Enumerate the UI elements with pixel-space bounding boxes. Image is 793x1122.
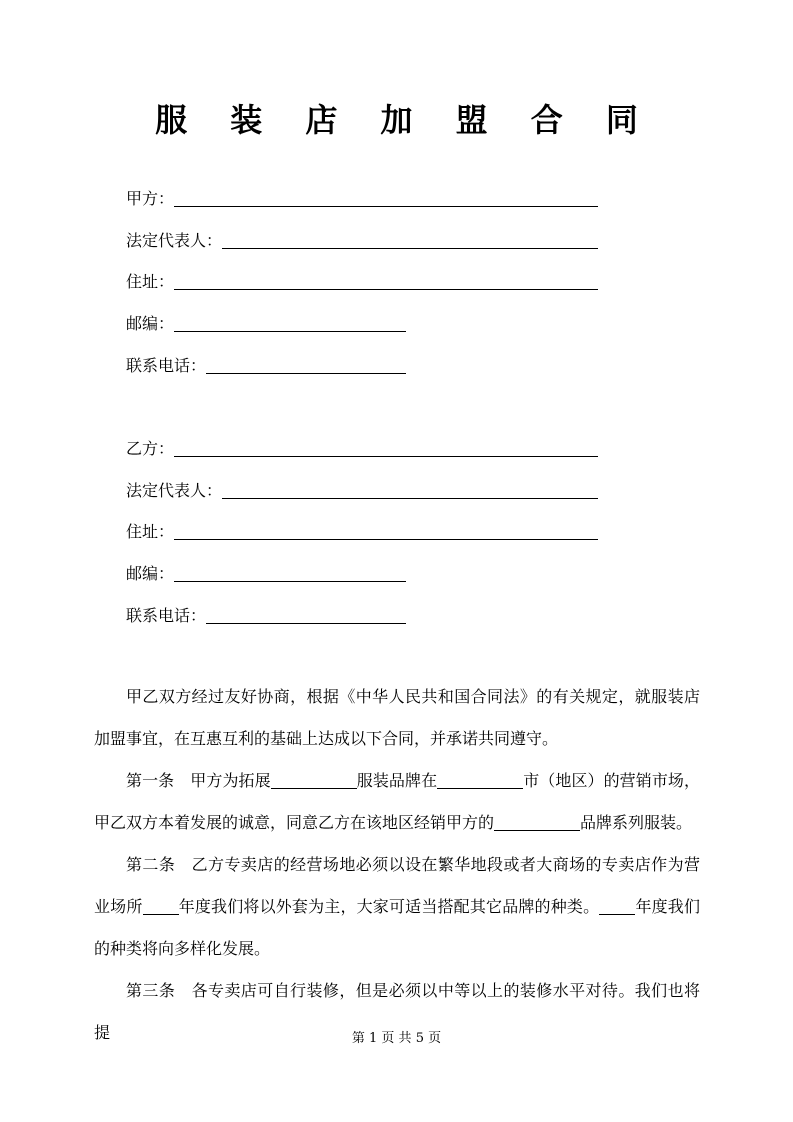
article-2-text-1: 第二条 乙方专卖店的经营场地必须以设在繁华地段或者大商场的专卖店作为营业场所 <box>94 855 700 916</box>
party-a-label: 甲方： <box>126 189 175 208</box>
article-1-text-3: 市（地区）的营销市场，甲乙双方本着发展的诚意，同意乙方在该地区经销甲方的 <box>94 771 700 832</box>
party-a-postcode-label: 邮编： <box>126 314 175 333</box>
party-b-postcode-blank <box>174 567 406 582</box>
party-a-field <box>126 187 598 211</box>
party-b-postcode-field <box>126 562 406 586</box>
article-2-blank-year-2 <box>599 898 635 915</box>
party-b-phone-field <box>126 604 406 628</box>
article-1-blank-brand <box>271 772 357 789</box>
party-a-phone-field <box>126 354 406 378</box>
party-a-postcode-field <box>126 312 406 336</box>
party-b-address-label: 住址： <box>126 522 175 541</box>
article-1-text-2: 服装品牌在 <box>356 771 438 790</box>
article-1-blank-city <box>437 772 523 789</box>
article-1-blank-series <box>494 814 580 831</box>
page-footer: 第 1 页 共 5 页 <box>351 1031 442 1046</box>
article-2-paragraph <box>94 844 700 970</box>
document-title: 服 装 店 加 盟 合 同 <box>155 101 654 139</box>
party-a-rep-label: 法定代表人： <box>126 231 223 250</box>
party-b-field <box>126 437 598 461</box>
party-a-blank <box>174 192 598 207</box>
article-1-text-1: 第一条 甲方为拓展 <box>126 771 271 790</box>
party-b-phone-blank <box>206 609 406 624</box>
party-a-rep-field <box>126 229 598 253</box>
article-2-blank-year-1 <box>143 898 179 915</box>
party-b-rep-blank <box>222 484 598 499</box>
party-a-address-blank <box>174 275 598 290</box>
article-2-text-3: 年度我们的种类将向多样化发展。 <box>94 897 700 958</box>
party-b-label: 乙方： <box>126 439 175 458</box>
party-a-phone-label: 联系电话： <box>126 356 207 375</box>
party-b-postcode-label: 邮编： <box>126 564 175 583</box>
party-a-postcode-blank <box>174 317 406 332</box>
article-3-paragraph: 第三条 各专卖店可自行装修，但是必须以中等以上的装修水平对待。我们也将提 <box>94 981 700 1042</box>
intro-paragraph: 甲乙双方经过友好协商，根据《中华人民共和国合同法》的有关规定，就服装店加盟事宜，在互惠互利的基础上达成以下合同，并承诺共同遵守。 <box>94 687 700 748</box>
party-b-phone-label: 联系电话： <box>126 606 207 625</box>
party-a-address-label: 住址： <box>126 272 175 291</box>
article-2-text-2: 年度我们将以外套为主，大家可适当搭配其它品牌的种类。 <box>178 897 600 916</box>
party-b-address-blank <box>174 525 598 540</box>
article-1-paragraph <box>94 760 700 844</box>
party-b-rep-field <box>126 479 598 503</box>
party-a-phone-blank <box>206 359 406 374</box>
party-a-address-field <box>126 270 598 294</box>
party-b-rep-label: 法定代表人： <box>126 481 223 500</box>
party-a-rep-blank <box>222 234 598 249</box>
party-b-address-field <box>126 520 598 544</box>
party-b-blank <box>174 442 598 457</box>
article-1-text-4: 品牌系列服装。 <box>580 813 693 832</box>
